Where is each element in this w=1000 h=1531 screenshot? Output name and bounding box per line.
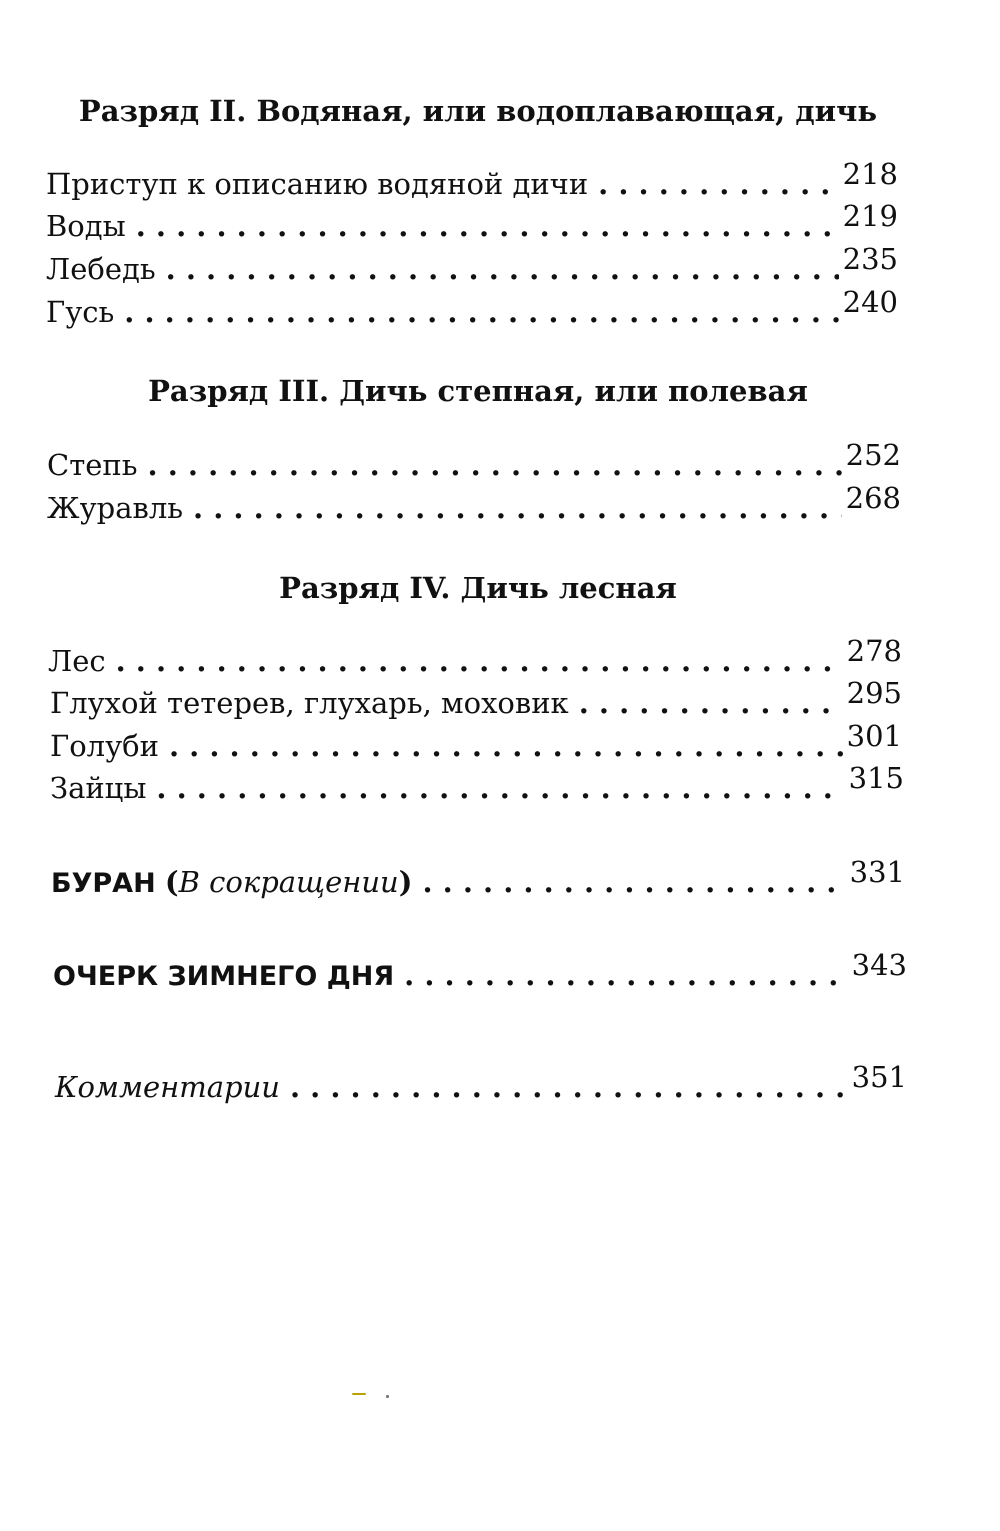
dot-leader <box>579 685 843 721</box>
dot-leader <box>404 957 847 993</box>
entry-title: Зайцы <box>50 771 147 805</box>
entry-page-number: 351 <box>851 1060 907 1094</box>
entry-title: Лебедь <box>46 252 156 286</box>
dot-leader <box>422 864 845 900</box>
toc-entry[interactable] <box>46 199 898 244</box>
toc-entry[interactable] <box>48 634 902 679</box>
entry-title: Приступ к описанию водяной дичи <box>46 167 589 201</box>
entry-title: Комментарии <box>55 1070 280 1104</box>
toc-entry[interactable] <box>50 676 902 721</box>
entry-page-number: 315 <box>848 761 904 795</box>
toc-entry[interactable] <box>47 481 901 526</box>
buran-paren-close: ) <box>398 865 413 899</box>
toc-entry-comments[interactable] <box>55 1060 907 1105</box>
dot-leader <box>193 490 842 526</box>
entry-title <box>51 864 412 902</box>
dot-leader <box>148 447 842 483</box>
dot-leader <box>116 643 843 679</box>
entry-title: Лес <box>48 644 106 678</box>
entry-title: ОЧЕРК ЗИМНЕГО ДНЯ <box>53 961 395 992</box>
toc-entry[interactable] <box>47 438 901 483</box>
entry-page-number: 331 <box>849 855 905 889</box>
entry-page-number: 295 <box>846 676 902 710</box>
buran-title: БУРАН <box>51 868 156 899</box>
dot-leader <box>156 770 844 806</box>
section-heading-razryad-2: Разряд II. Водяная, или водоплавающая, дичь <box>78 94 878 128</box>
section-heading-razryad-4: Разряд IV. Дичь лесная <box>279 571 677 605</box>
toc-entry-ocherk[interactable] <box>53 948 907 995</box>
entry-title: Голуби <box>50 729 159 763</box>
entry-title: Воды <box>46 209 126 243</box>
entry-title: Глухой тетерев, глухарь, моховик <box>50 686 569 720</box>
entry-page-number: 301 <box>846 719 902 753</box>
entry-page-number: 252 <box>845 438 901 472</box>
entry-page-number: 235 <box>842 242 898 276</box>
dot-leader <box>598 166 838 202</box>
section-heading-razryad-3: Разряд III. Дичь степная, или полевая <box>148 374 808 408</box>
entry-title: Гусь <box>46 295 115 329</box>
dot-leader <box>136 208 839 244</box>
entry-page-number: 343 <box>851 948 907 982</box>
toc-entry[interactable] <box>46 157 898 202</box>
dot-leader <box>169 728 843 764</box>
buran-paren-open: ( <box>164 865 179 899</box>
entry-page-number: 219 <box>842 199 898 233</box>
dot-leader <box>166 251 839 287</box>
entry-page-number: 278 <box>846 634 902 668</box>
buran-subtitle: В сокращении <box>178 865 399 899</box>
entry-page-number: 268 <box>845 481 901 515</box>
toc-entry[interactable] <box>46 242 898 287</box>
dot-leader <box>290 1069 848 1105</box>
entry-page-number: 218 <box>842 157 898 191</box>
entry-title: Журавль <box>47 491 184 525</box>
entry-page-number: 240 <box>842 285 898 319</box>
entry-title: Степь <box>47 448 138 482</box>
toc-entry[interactable] <box>46 285 898 330</box>
dot-leader <box>124 294 838 330</box>
toc-entry[interactable] <box>50 719 902 764</box>
toc-entry[interactable] <box>50 761 904 806</box>
toc-entry-buran[interactable] <box>51 855 905 902</box>
scan-specks <box>350 1390 400 1400</box>
